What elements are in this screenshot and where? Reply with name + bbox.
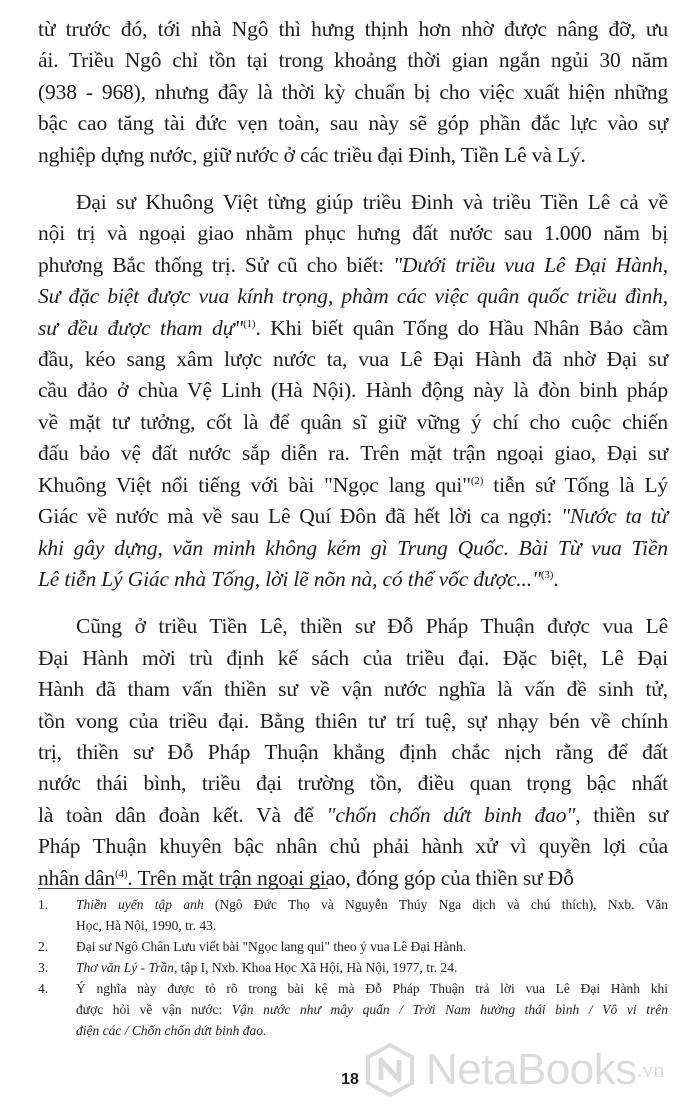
text-line (38, 800, 668, 831)
text-line (38, 77, 668, 108)
footnote (38, 957, 668, 978)
text-line (38, 108, 668, 139)
watermark-domain: .vn (636, 1057, 665, 1082)
text-segment: Hành đã tham vấn thiền sư về vận nước nghĩa là vấn đề sinh tử, (38, 677, 668, 702)
text-line (38, 344, 668, 375)
footnote-number: 4. (38, 981, 49, 996)
text-segment: trị, thiền sư Đỗ Pháp Thuận khẳng định chắc nịch rằng để đất (38, 739, 668, 764)
footnotes (38, 894, 668, 1041)
italic-text: Thơ văn Lý - Trần (76, 960, 174, 975)
footnote (38, 978, 668, 1041)
footnote-ref: (4) (115, 867, 128, 880)
footnote-ref: (1) (243, 317, 256, 330)
footnote-line (76, 957, 668, 978)
text-line (38, 737, 668, 768)
footnote (38, 936, 668, 957)
text-segment: , tập I, Nxb. Khoa Học Xã Hội, Hà Nội, 1977, tr. 24. (173, 960, 458, 975)
text-segment: tồn vong của triều đại. Bằng thiên tư trí tuệ, sự nhạy bén về chính (38, 708, 668, 733)
page-number: 18 (341, 1071, 359, 1088)
text-segment: (Ngô Đức Thọ và Nguyễn Thúy Nga dịch và chú thích), Nxb. Văn (203, 897, 668, 912)
footnote-number: 2. (38, 939, 49, 954)
text-segment: bậc cao tăng tài đức vẹn toàn, sau này sẽ góp phần đắc lực vào sự (38, 111, 668, 136)
footnote-text (76, 894, 668, 936)
text-segment: , thiền sư (575, 802, 668, 827)
text-line (38, 250, 668, 281)
footnote-line (76, 915, 668, 936)
text-segment: nước thái bình, triều đại trường tồn, điều quan trọng bậc nhất (38, 771, 668, 796)
body-text (38, 14, 668, 910)
text-line (38, 45, 668, 76)
text-line (38, 281, 668, 312)
footnote-text (76, 936, 668, 957)
text-segment: đấu bảo vệ đất nước sắp diễn ra. Trên mặt trận ngoại giao, Đại sư (38, 441, 668, 466)
text-segment: Ý nghĩa này được tỏ rõ trong bài kệ mà Đỗ Pháp Thuận trả lời vua Lê Đại Hành khi (76, 981, 668, 996)
footnote-line (76, 978, 668, 999)
text-segment: đầu, kéo sang xâm lược nước ta, vua Lê Đại Hành đã nhờ Đại sư (38, 347, 668, 372)
italic-text: Sư đặc biệt được vua kính trọng, phàm các việc quân quốc triều đình, (38, 284, 668, 309)
footnote-number: 3. (38, 960, 49, 975)
text-line (38, 831, 668, 862)
watermark-brand: NetaBooks (426, 1045, 637, 1094)
text-line (38, 706, 668, 737)
text-segment: . Khi biết quân Tống do Hầu Nhân Bảo cầm (255, 315, 669, 340)
text-line (38, 643, 668, 674)
italic-text: "chốn chốn dứt binh đao" (326, 802, 576, 827)
watermark (362, 1038, 692, 1102)
text-line (38, 533, 668, 564)
text-segment: tiễn sứ Tống là Lý (483, 472, 668, 497)
text-segment: . Trên mặt trận ngoại giao, đóng góp của thiền sư Đỗ (127, 865, 574, 890)
footnote-ref: (2) (470, 474, 484, 487)
text-segment: Học, Hà Nội, 1990, tr. 43. (76, 918, 217, 933)
text-line (38, 140, 668, 171)
text-segment: từ trước đó, tới nhà Ngô thì hưng thịnh hơn nhờ được nâng đỡ, ưu (38, 17, 668, 41)
text-line (38, 611, 668, 642)
text-line (38, 407, 668, 438)
text-segment: nội trị và ngoại giao nhằm phục hưng đất nước sau 1.000 năm bị (38, 221, 668, 246)
italic-text: sư đều được tham dự" (38, 315, 244, 340)
footnote-number: 1. (38, 897, 49, 912)
italic-text: Lê tiễn Lý Giác nhà Tống, lời lẽ nõn nà, có thể vốc được..." (38, 566, 541, 591)
text-segment: Giác về nước mà về sau Lê Quí Đôn đã hết lời ca ngợi: (38, 504, 562, 529)
footnote-text (76, 978, 668, 1041)
text-segment: về mặt tư tưởng, cốt là để quân sĩ giữ vững ý chí cho cuộc chiến (38, 409, 668, 434)
footnote-text (76, 957, 668, 978)
text-segment: nhân dân (38, 865, 116, 890)
text-segment: (938 - 968), nhưng đây là thời kỳ chuẩn bị cho việc xuất hiện những (38, 79, 668, 104)
text-line (38, 501, 668, 532)
italic-text: điện các / Chốn chốn dứt binh đao. (76, 1023, 267, 1038)
footnote (38, 894, 668, 936)
footnote-ref: (3) (540, 568, 554, 581)
text-segment: Đại sư Ngô Chân Lưu viết bài "Ngọc lang qui" theo ý vua Lê Đại Hành. (76, 939, 467, 954)
paragraph (38, 611, 668, 894)
footnote-line (76, 936, 668, 957)
italic-text: Thiền uyển tập anh (76, 897, 204, 912)
text-segment: là toàn dân đoàn kết. Và để (38, 802, 327, 827)
text-line (38, 564, 668, 595)
text-line (38, 187, 668, 218)
text-line (38, 218, 668, 249)
text-segment: Pháp Thuận khuyên bậc nhân chủ phải hành xử vì quyền lợi của (38, 834, 668, 859)
text-segment: cầu đảo ở chùa Vệ Linh (Hà Nội). Hành động này là đòn binh pháp (38, 378, 668, 403)
text-segment: ái. Triều Ngô chỉ tồn tại trong khoảng thời gian ngắn ngủi 30 năm (38, 48, 668, 73)
text-segment: Cũng ở triều Tiền Lê, thiền sư Đỗ Pháp Thuận được vua Lê (76, 614, 668, 639)
text-segment: Khuông Việt nổi tiếng với bài "Ngọc lang qui" (38, 472, 471, 497)
footnote-line (76, 999, 668, 1020)
footnote-divider (38, 888, 328, 889)
text-line (38, 14, 668, 45)
text-segment: Đại sư Khuông Việt từng giúp triều Đinh và triều Tiền Lê cả về (76, 190, 668, 215)
italic-text: "Dưới triều vua Lê Đại Hành, (393, 252, 668, 277)
text-line (38, 470, 668, 501)
italic-text: "Nước ta từ (561, 504, 669, 529)
text-segment: phương Bắc thống trị. Sử cũ cho biết: (38, 252, 394, 277)
text-segment: . (553, 566, 559, 591)
footnote-line (76, 894, 668, 915)
paragraph (38, 14, 668, 171)
text-line (38, 438, 668, 469)
text-segment: Đại Hành mời trù định kế sách của triều đại. Đặc biệt, Lê Đại (38, 645, 668, 670)
text-line (38, 375, 668, 406)
text-line (38, 674, 668, 705)
text-line (38, 768, 668, 799)
text-line (38, 313, 668, 344)
text-line (38, 863, 668, 894)
text-segment: nghiệp dựng nước, giữ nước ở các triều đại Đinh, Tiền Lê và Lý. (38, 142, 586, 167)
netabooks-logo-icon (362, 1042, 418, 1098)
italic-text: Vận nước như mây quấn / Trời Nam hưởng thái bình / Vô vi trên (231, 1002, 668, 1017)
italic-text: khi gây dựng, văn minh không kém gì Trung Quốc. Bài Từ vua Tiền (38, 535, 668, 560)
text-segment: được hỏi về vận nước: (76, 1002, 232, 1017)
paragraph (38, 187, 668, 595)
